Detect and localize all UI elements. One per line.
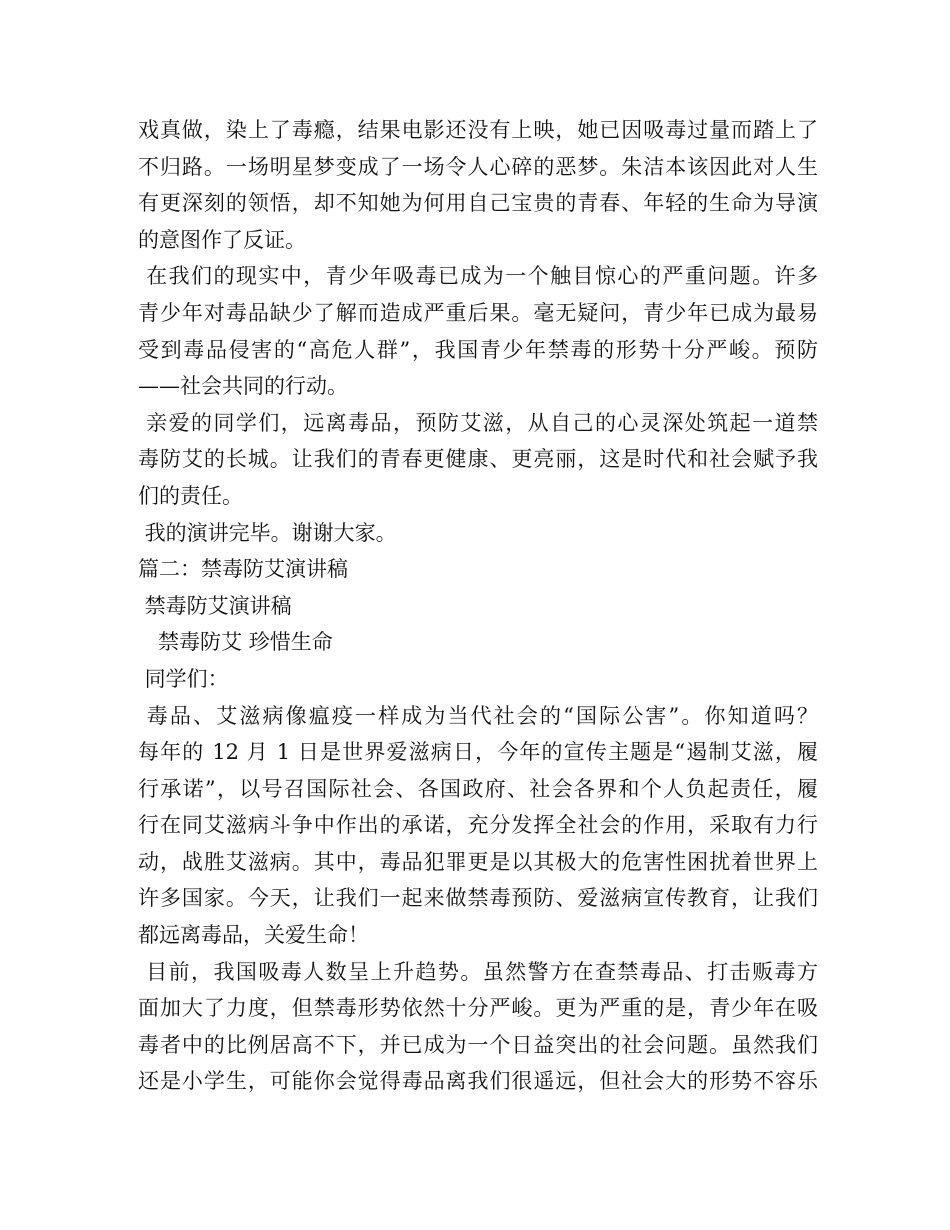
text-line: 亲爱的同学们，远离毒品，预防艾滋，从自己的心灵深处筑起一道禁 (138, 410, 818, 435)
text-line: 目前，我国吸毒人数呈上升趋势。虽然警方在查禁毒品、打击贩毒方 (138, 959, 818, 984)
text-line: 还是小学生，可能你会觉得毒品离我们很遥远，但社会大的形势不容乐 (138, 1069, 818, 1094)
text-line: 每年的 12 月 1 日是世界爱滋病日，今年的宣传主题是“遏制艾滋，履 (138, 740, 818, 765)
text-line: 的意图作了反证。 (138, 227, 306, 252)
section-heading: 篇二：禁毒防艾演讲稿 (138, 557, 348, 582)
text-line: 我的演讲完毕。谢谢大家。 (138, 520, 397, 545)
text-line: 动，战胜艾滋病。其中，毒品犯罪更是以其极大的危害性困扰着世界上 (138, 849, 818, 874)
text-line: 青少年对毒品缺少了解而造成严重后果。毫无疑问，青少年已成为最易 (138, 300, 818, 325)
text-line: 毒者中的比例居高不下，并已成为一个日益突出的社会问题。虽然我们 (138, 1032, 818, 1057)
text-line: 戏真做，染上了毒瘾，结果电影还没有上映，她已因吸毒过量而踏上了 (138, 118, 818, 142)
text-line: 不归路。一场明星梦变成了一场令人心碎的恶梦。朱洁本该因此对人生 (138, 154, 818, 179)
text-line: 行在同艾滋病斗争中作出的承诺，充分发挥全社会的作用，采取有力行 (138, 813, 818, 838)
text-line: 行承诺”，以号召国际社会、各国政府、社会各界和个人负起责任，履 (138, 776, 818, 801)
speech-title: 禁毒防艾演讲稿 (138, 593, 292, 618)
text-line: 受到毒品侵害的“高危人群”，我国青少年禁毒的形势十分严峻。预防 (138, 337, 818, 362)
text-line: ——社会共同的行动。 (138, 374, 348, 399)
text-line: 们的责任。 (138, 483, 243, 508)
document-body (138, 112, 818, 1100)
text-line: 毒防艾的长城。让我们的青春更健康、更亮丽，这是时代和社会赋予我 (138, 447, 818, 472)
text-line: 毒品、艾滋病像瘟疫一样成为当代社会的“国际公害”。你知道吗？ (138, 703, 818, 728)
text-line: 面加大了力度，但禁毒形势依然十分严峻。更为严重的是，青少年在吸 (138, 996, 818, 1021)
text-line: 都远离毒品，关爱生命！ (138, 923, 369, 948)
speech-subtitle: 禁毒防艾 珍惜生命 (138, 630, 333, 655)
text-line: 许多国家。今天，让我们一起来做禁毒预防、爱滋病宣传教育，让我们 (138, 886, 818, 911)
salutation: 同学们： (138, 666, 229, 691)
text-line: 在我们的现实中，青少年吸毒已成为一个触目惊心的严重问题。许多 (138, 264, 818, 289)
text-line: 有更深刻的领悟，却不知她为何用自己宝贵的青春、年轻的生命为导演 (138, 191, 818, 216)
